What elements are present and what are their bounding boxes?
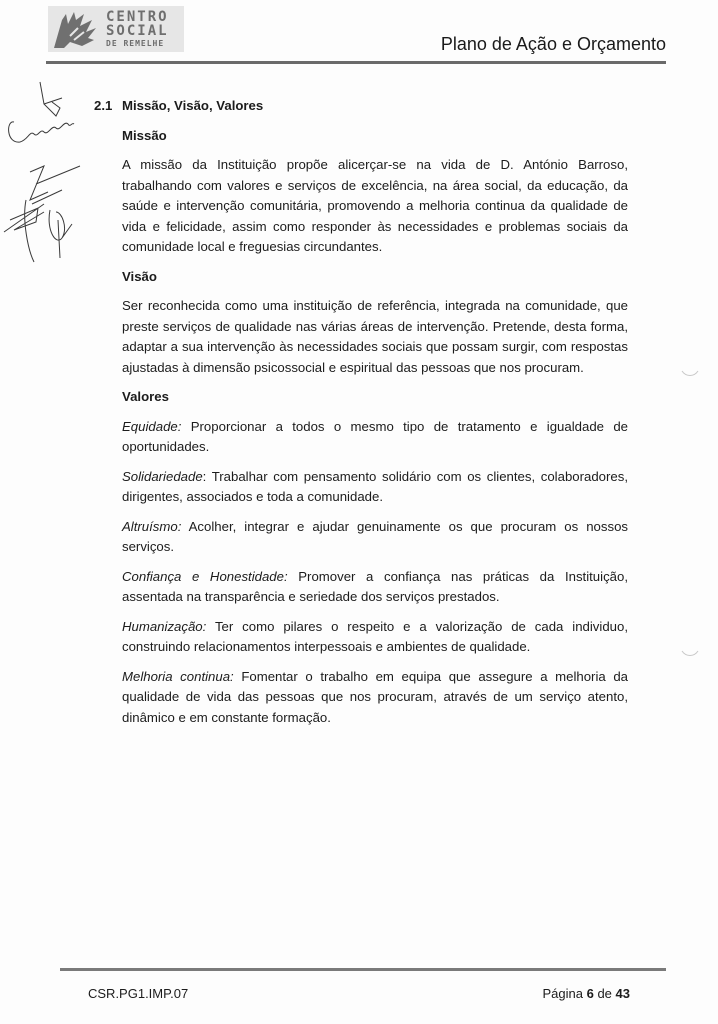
valor-description: : Trabalhar com pensamento solidário com os clientes, colaboradores, dirigentes, associados e toda a comunidade. [122,468,628,504]
logo-line-2: SOCIAL [106,23,169,39]
visao-text: Ser reconhecida como uma instituição de referência, integrada na comunidade, que preste serviços de qualidade nas várias áreas de intervenção. Pretende, desta forma, adaptar a sua intervenção às necessidades sociais que possam surgir, com respostas ajustadas à dimensão psicossocial e espiritual das pessoas que nos procuram. [122,298,628,375]
section-number: 2.1 [94,98,113,113]
logo-line-3: DE REMELHE [106,39,165,48]
document-title: Plano de Ação e Orçamento [440,34,666,54]
signature-4 [4,200,72,262]
binder-hole-mark [680,370,700,378]
valores-heading: Valores [122,389,169,404]
page-total: 43 [615,986,630,1001]
page-number [542,986,630,1001]
valor-description: Promover a confiança nas práticas da Instituição, assentada na transparência e seriedade dos serviços prestados. [122,568,628,604]
page-label: Página [542,986,583,1001]
valor-humanizacao [122,617,628,658]
valor-description: Fomentar o trabalho em equipa que assegure a melhoria da qualidade de vida das pessoas que nos procuram, através de um serviço atento, dinâmico e em constante formação. [122,668,628,725]
valor-description: Proporcionar a todos o mesmo tipo de tratamento e igualdade de oportunidades. [122,418,628,454]
valor-altruismo [122,517,628,558]
visao-heading: Visão [122,268,157,284]
valor-term: Altruísmo: [122,518,182,534]
header-divider [46,61,666,64]
signature-3 [30,166,80,204]
page-current: 6 [586,986,594,1001]
document-code: CSR.PG1.IMP.07 [88,986,189,1001]
valor-term: Melhoria continua: [122,668,234,684]
footer-divider [60,968,666,971]
signature-2 [9,122,74,142]
hands-logo-icon [48,6,104,52]
institution-logo [48,6,184,52]
section-title: Missão, Visão, Valores [122,98,264,113]
valor-term: Equidade: [122,418,182,434]
valor-description: Ter como pilares o respeito e a valorização de cada individuo, construindo relacionamentos interpessoais e ambientes de qualidade. [122,618,628,654]
valor-confianca [122,567,628,608]
binder-hole-mark [680,650,700,658]
valor-term: Humanização: [122,618,207,634]
valor-term: Solidariedade [122,468,203,484]
valor-description: Acolher, integrar e ajudar genuinamente os que procuram os nossos serviços. [122,518,628,554]
valor-term: Confiança e Honestidade: [122,568,288,584]
signature-initials-1 [40,82,62,116]
valor-solidariedade [122,467,628,508]
missao-text: A missão da Instituição propõe alicerçar-se na vida de D. António Barroso, trabalhando com valores e serviços de excelência, na área social, da educação, da saúde e intervenção comunitária, promovendo a melhoria continua da qualidade de vida e felicidade, assim como responder às necessidades e problemas sociais da comunidade local e freguesias circundantes. [122,157,628,254]
signatures [0,80,100,280]
valor-equidade [122,417,628,458]
logo-line-1: CENTRO [106,9,169,25]
missao-heading: Missão [122,127,167,143]
page-of: de [597,986,612,1001]
valor-melhoria [122,667,628,729]
document-body [94,96,628,737]
